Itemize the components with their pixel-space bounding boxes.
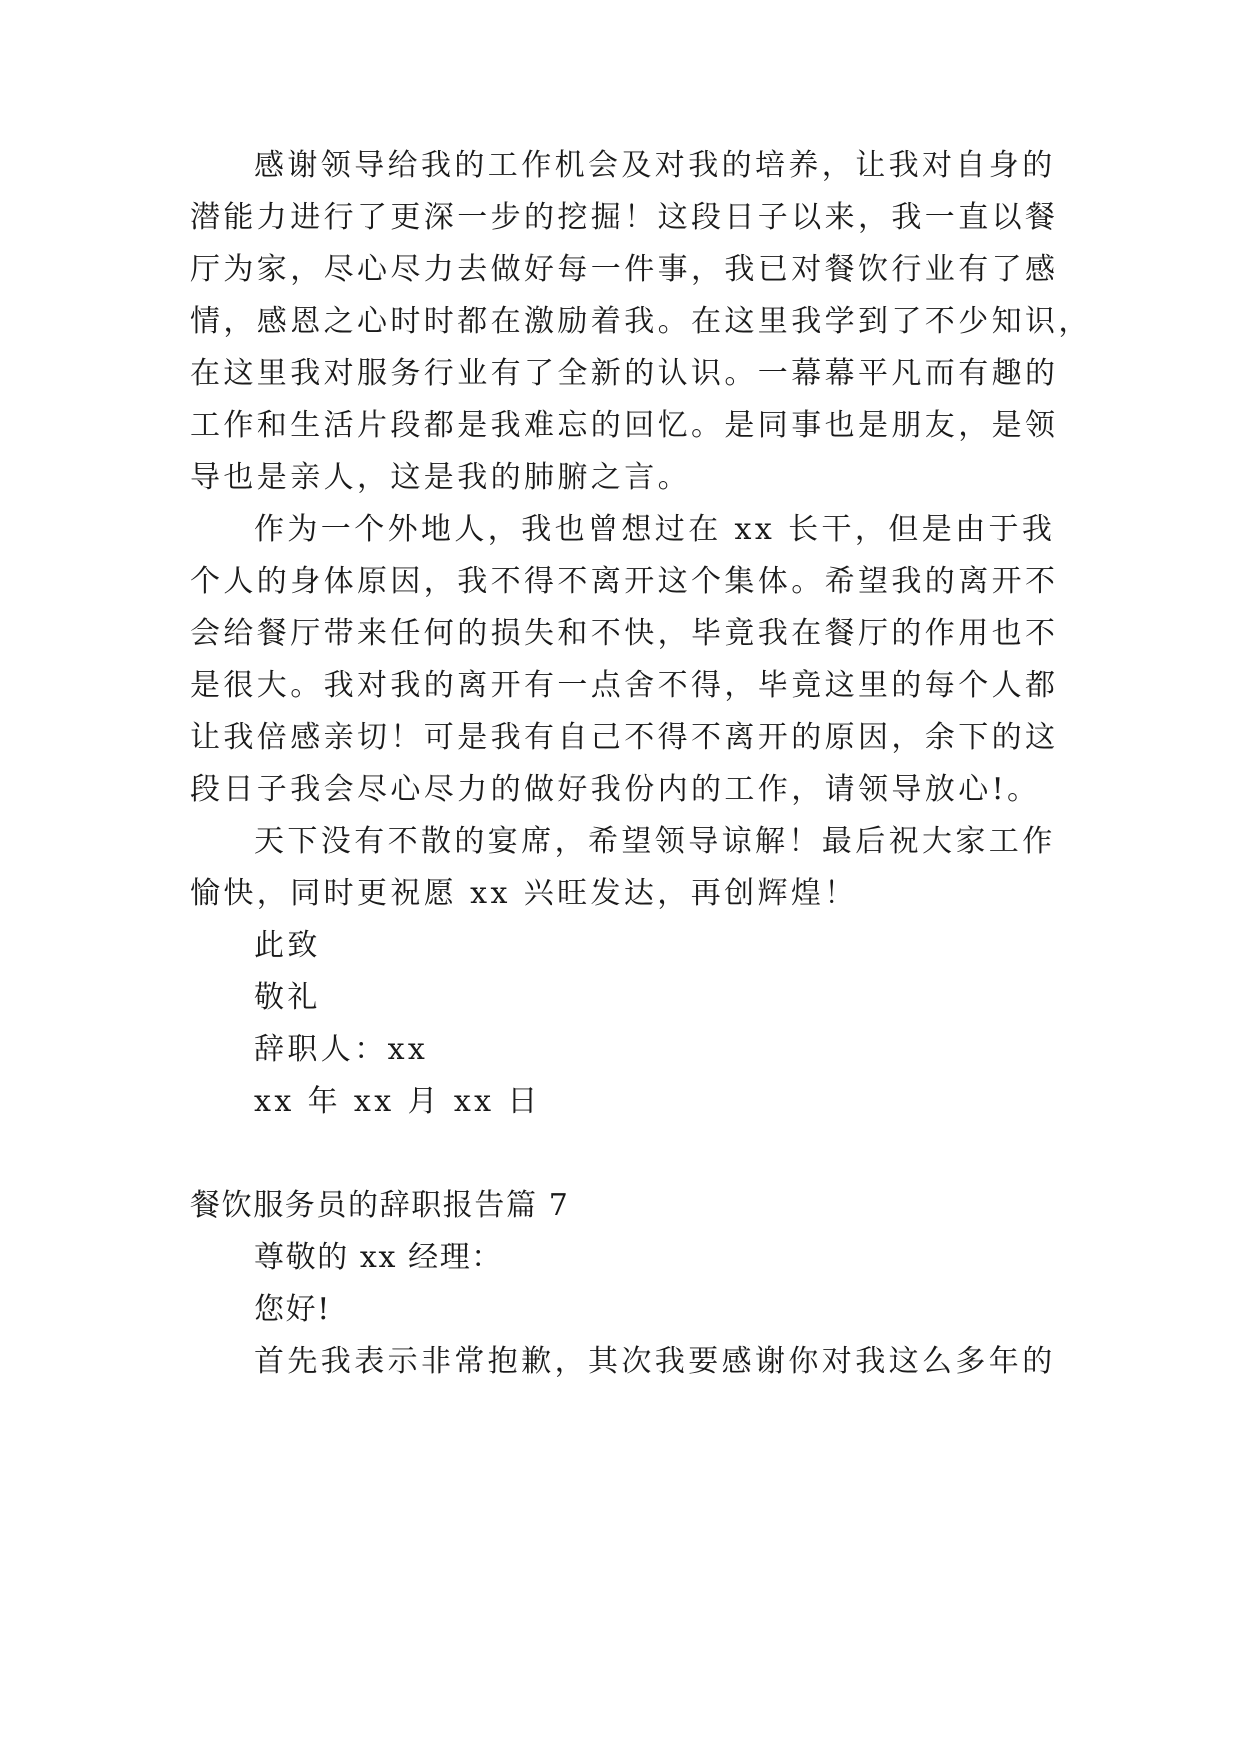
salutation: 尊敬的 xx 经理： [254, 1240, 503, 1275]
paragraph-1-line-6: 工作和生活片段都是我难忘的回忆。是同事也是朋友，是领 [190, 408, 1059, 443]
paragraph-2-line-6: 段日子我会尽心尽力的做好我份内的工作，请领导放心!。 [190, 772, 1041, 807]
paragraph-1-line-5: 在这里我对服务行业有了全新的认识。一幕幕平凡而有趣的 [190, 356, 1059, 391]
paragraph-1-line-3: 厅为家，尽心尽力去做好每一件事，我已对餐饮行业有了感 [190, 252, 1059, 287]
closing-salutation: 此致 [254, 928, 321, 963]
paragraph-2-line-4: 是很大。我对我的离开有一点舍不得，毕竟这里的每个人都 [190, 668, 1059, 703]
paragraph-2-line-5: 让我倍感亲切！可是我有自己不得不离开的原因，余下的这 [190, 720, 1059, 755]
closing-regards: 敬礼 [254, 980, 321, 1015]
paragraph-2-line-3: 会给餐厅带来任何的损失和不快，毕竟我在餐厅的作用也不 [190, 616, 1059, 651]
paragraph-4-line-1: 首先我表示非常抱歉，其次我要感谢你对我这么多年的 [254, 1344, 1056, 1379]
date-line: xx 年 xx 月 xx 日 [254, 1084, 541, 1119]
paragraph-1-line-7: 导也是亲人，这是我的肺腑之言。 [190, 460, 691, 495]
paragraph-3-line-1: 天下没有不散的宴席，希望领导谅解！最后祝大家工作 [254, 824, 1056, 859]
paragraph-1-line-4: 情，感恩之心时时都在激励着我。在这里我学到了不少知识， [190, 304, 1092, 339]
paragraph-2-line-1: 作为一个外地人，我也曾想过在 xx 长干，但是由于我 [254, 512, 1056, 547]
section-title: 餐饮服务员的辞职报告篇 7 [190, 1188, 570, 1223]
paragraph-3-line-2: 愉快，同时更祝愿 xx 兴旺发达，再创辉煌！ [190, 876, 858, 911]
greeting: 您好! [254, 1292, 331, 1327]
paragraph-1-line-2: 潜能力进行了更深一步的挖掘！这段日子以来，我一直以餐 [190, 200, 1059, 235]
signer-line: 辞职人：xx [254, 1032, 429, 1067]
paragraph-2-line-2: 个人的身体原因，我不得不离开这个集体。希望我的离开不 [190, 564, 1059, 599]
paragraph-1-line-1: 感谢领导给我的工作机会及对我的培养，让我对自身的 [254, 148, 1056, 183]
